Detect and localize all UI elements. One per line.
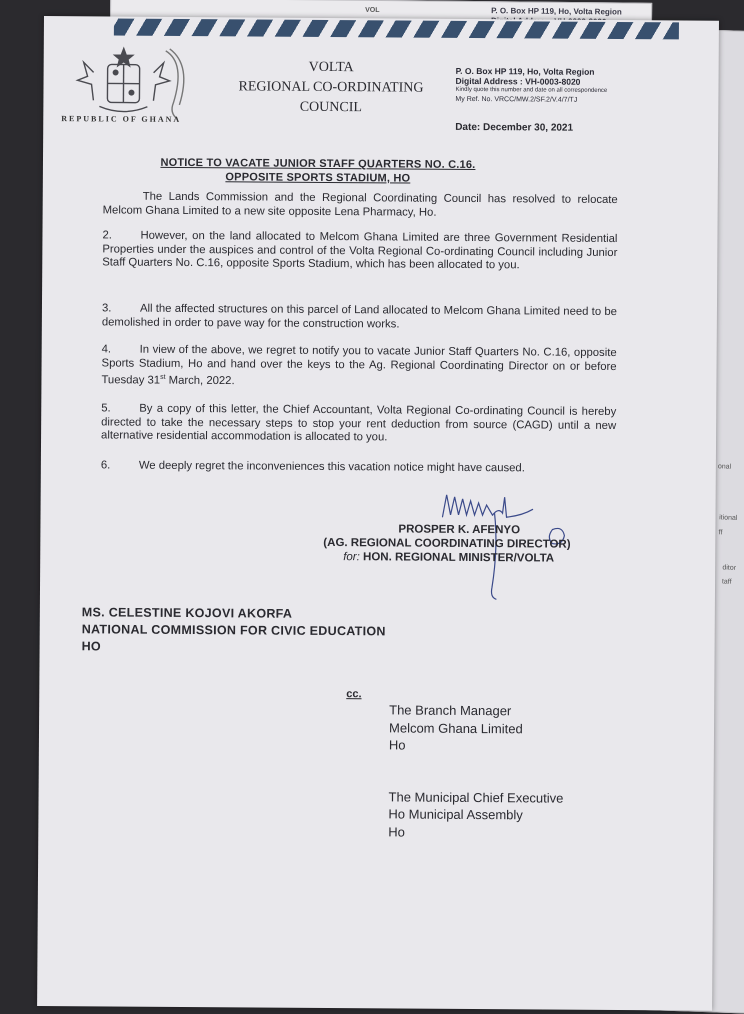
paragraph-5 xyxy=(101,402,616,446)
council-line: COUNCIL xyxy=(213,97,448,119)
paragraph-2 xyxy=(102,229,617,273)
paragraph-6 xyxy=(101,459,616,476)
recipient-line: NATIONAL COMMISSION FOR CIVIC EDUCATION xyxy=(82,621,386,640)
paragraph-number: 6. xyxy=(101,459,139,473)
under-address-line-1: P. O. Box HP 119, Ho, Volta Region xyxy=(491,6,622,16)
under-heading-fragment: VOL xyxy=(365,6,379,15)
letterhead-stripe xyxy=(114,18,679,39)
for-value: HON. REGIONAL MINISTER/VOLTA xyxy=(360,551,554,564)
under-fragment: onal xyxy=(718,463,732,471)
recipient-line: MS. CELESTINE KOJOVI AKORFA xyxy=(82,604,386,623)
cc-gap xyxy=(389,754,564,789)
under-fragment: itional xyxy=(719,514,738,523)
cc-label: cc. xyxy=(346,688,361,700)
paragraph-text: By a copy of this letter, the Chief Accountant, Volta Regional Co-ordinating Council is hereby directed to take the necessary steps to stop your rent deduction from source (CAGD) until a new alternative residential accommodation is allocated to you. xyxy=(101,403,616,444)
paragraph-text: In view of the above, we regret to notify you to vacate Junior Staff Quarters No. C.16, opposite Sports Stadium, Ho and hand over the keys to the Ag. Regional Coordinating Director on or before Tuesday 31 xyxy=(101,344,616,387)
cc-line: Ho Municipal Assembly xyxy=(388,805,563,824)
cc-line: The Branch Manager xyxy=(389,701,564,720)
recipient-line: HO xyxy=(82,638,386,657)
paragraph-text: All the affected structures on this parcel of Land allocated to Melcom Ghana Limited need to be demolished in order to pave way for the construction works. xyxy=(102,303,617,330)
republic-of-ghana-label: REPUBLIC OF GHANA xyxy=(61,114,181,124)
cc-line: Ho xyxy=(388,823,563,842)
under-fragment: ff xyxy=(718,529,722,537)
address-line: P. O. Box HP 119, Ho, Volta Region xyxy=(456,66,608,77)
paragraph-text: However, on the land allocated to Melcom Ghana Limited are three Government Residential Properties under the auspices and control of the Volta Regional Co-ordinating Council including Junior Staff Quarters No. C.16, opposite Sports Stadium, which has been allocated to you. xyxy=(102,230,617,272)
council-address xyxy=(455,66,607,106)
signatory-title: (AG. REGIONAL COORDINATING DIRECTOR) xyxy=(323,536,633,552)
paragraph-1: The Lands Commission and the Regional Coordinating Council has resolved to relocate Melcom Ghana Limited to a new site opposite Lena Pharmacy, Ho. xyxy=(103,190,618,221)
notice-title xyxy=(143,156,493,186)
council-line: REGIONAL CO-ORDINATING xyxy=(213,77,448,99)
paragraph-3 xyxy=(102,302,617,333)
letter-page xyxy=(37,16,719,1011)
signatory-name: PROSPER K. AFENYO xyxy=(323,522,633,538)
signatory-for-line xyxy=(323,550,633,566)
for-label: for: xyxy=(343,551,360,563)
paragraph-number: 5. xyxy=(101,402,139,416)
coat-of-arms-icon xyxy=(73,42,194,123)
cc-line: Ho xyxy=(389,736,564,755)
paragraph-text: We deeply regret the inconveniences this vacation notice might have caused. xyxy=(139,460,525,475)
paragraph-4 xyxy=(101,343,616,391)
council-name xyxy=(213,57,448,119)
council-line: VOLTA xyxy=(214,57,449,79)
signature-block xyxy=(323,522,633,566)
title-line: NOTICE TO VACATE JUNIOR STAFF QUARTERS NO. C.16. xyxy=(143,156,493,172)
under-fragment: ditor xyxy=(722,564,736,572)
cc-line: The Municipal Chief Executive xyxy=(388,788,563,807)
digital-address: Digital Address : VH-0003-8020 xyxy=(456,76,608,87)
ordinal-suffix: st xyxy=(160,374,166,381)
paragraph-text-end: March, 2022. xyxy=(165,375,234,387)
paragraph-number: 3. xyxy=(102,302,140,316)
letter-date: Date: December 30, 2021 xyxy=(455,122,573,134)
title-line: OPPOSITE SPORTS STADIUM, HO xyxy=(143,170,493,186)
paragraph-number: 4. xyxy=(102,343,140,357)
quote-note: Kindly quote this number and date on all correspondence xyxy=(455,86,607,96)
under-fragment: taff xyxy=(722,578,732,586)
reference-number: My Ref. No. VRCC/MW.2/SF.2/V.4/7/TJ xyxy=(455,95,607,106)
paragraph-number: 2. xyxy=(102,229,140,243)
cc-line: Melcom Ghana Limited xyxy=(389,719,564,738)
recipient-address xyxy=(82,604,386,657)
cc-list xyxy=(388,701,564,841)
